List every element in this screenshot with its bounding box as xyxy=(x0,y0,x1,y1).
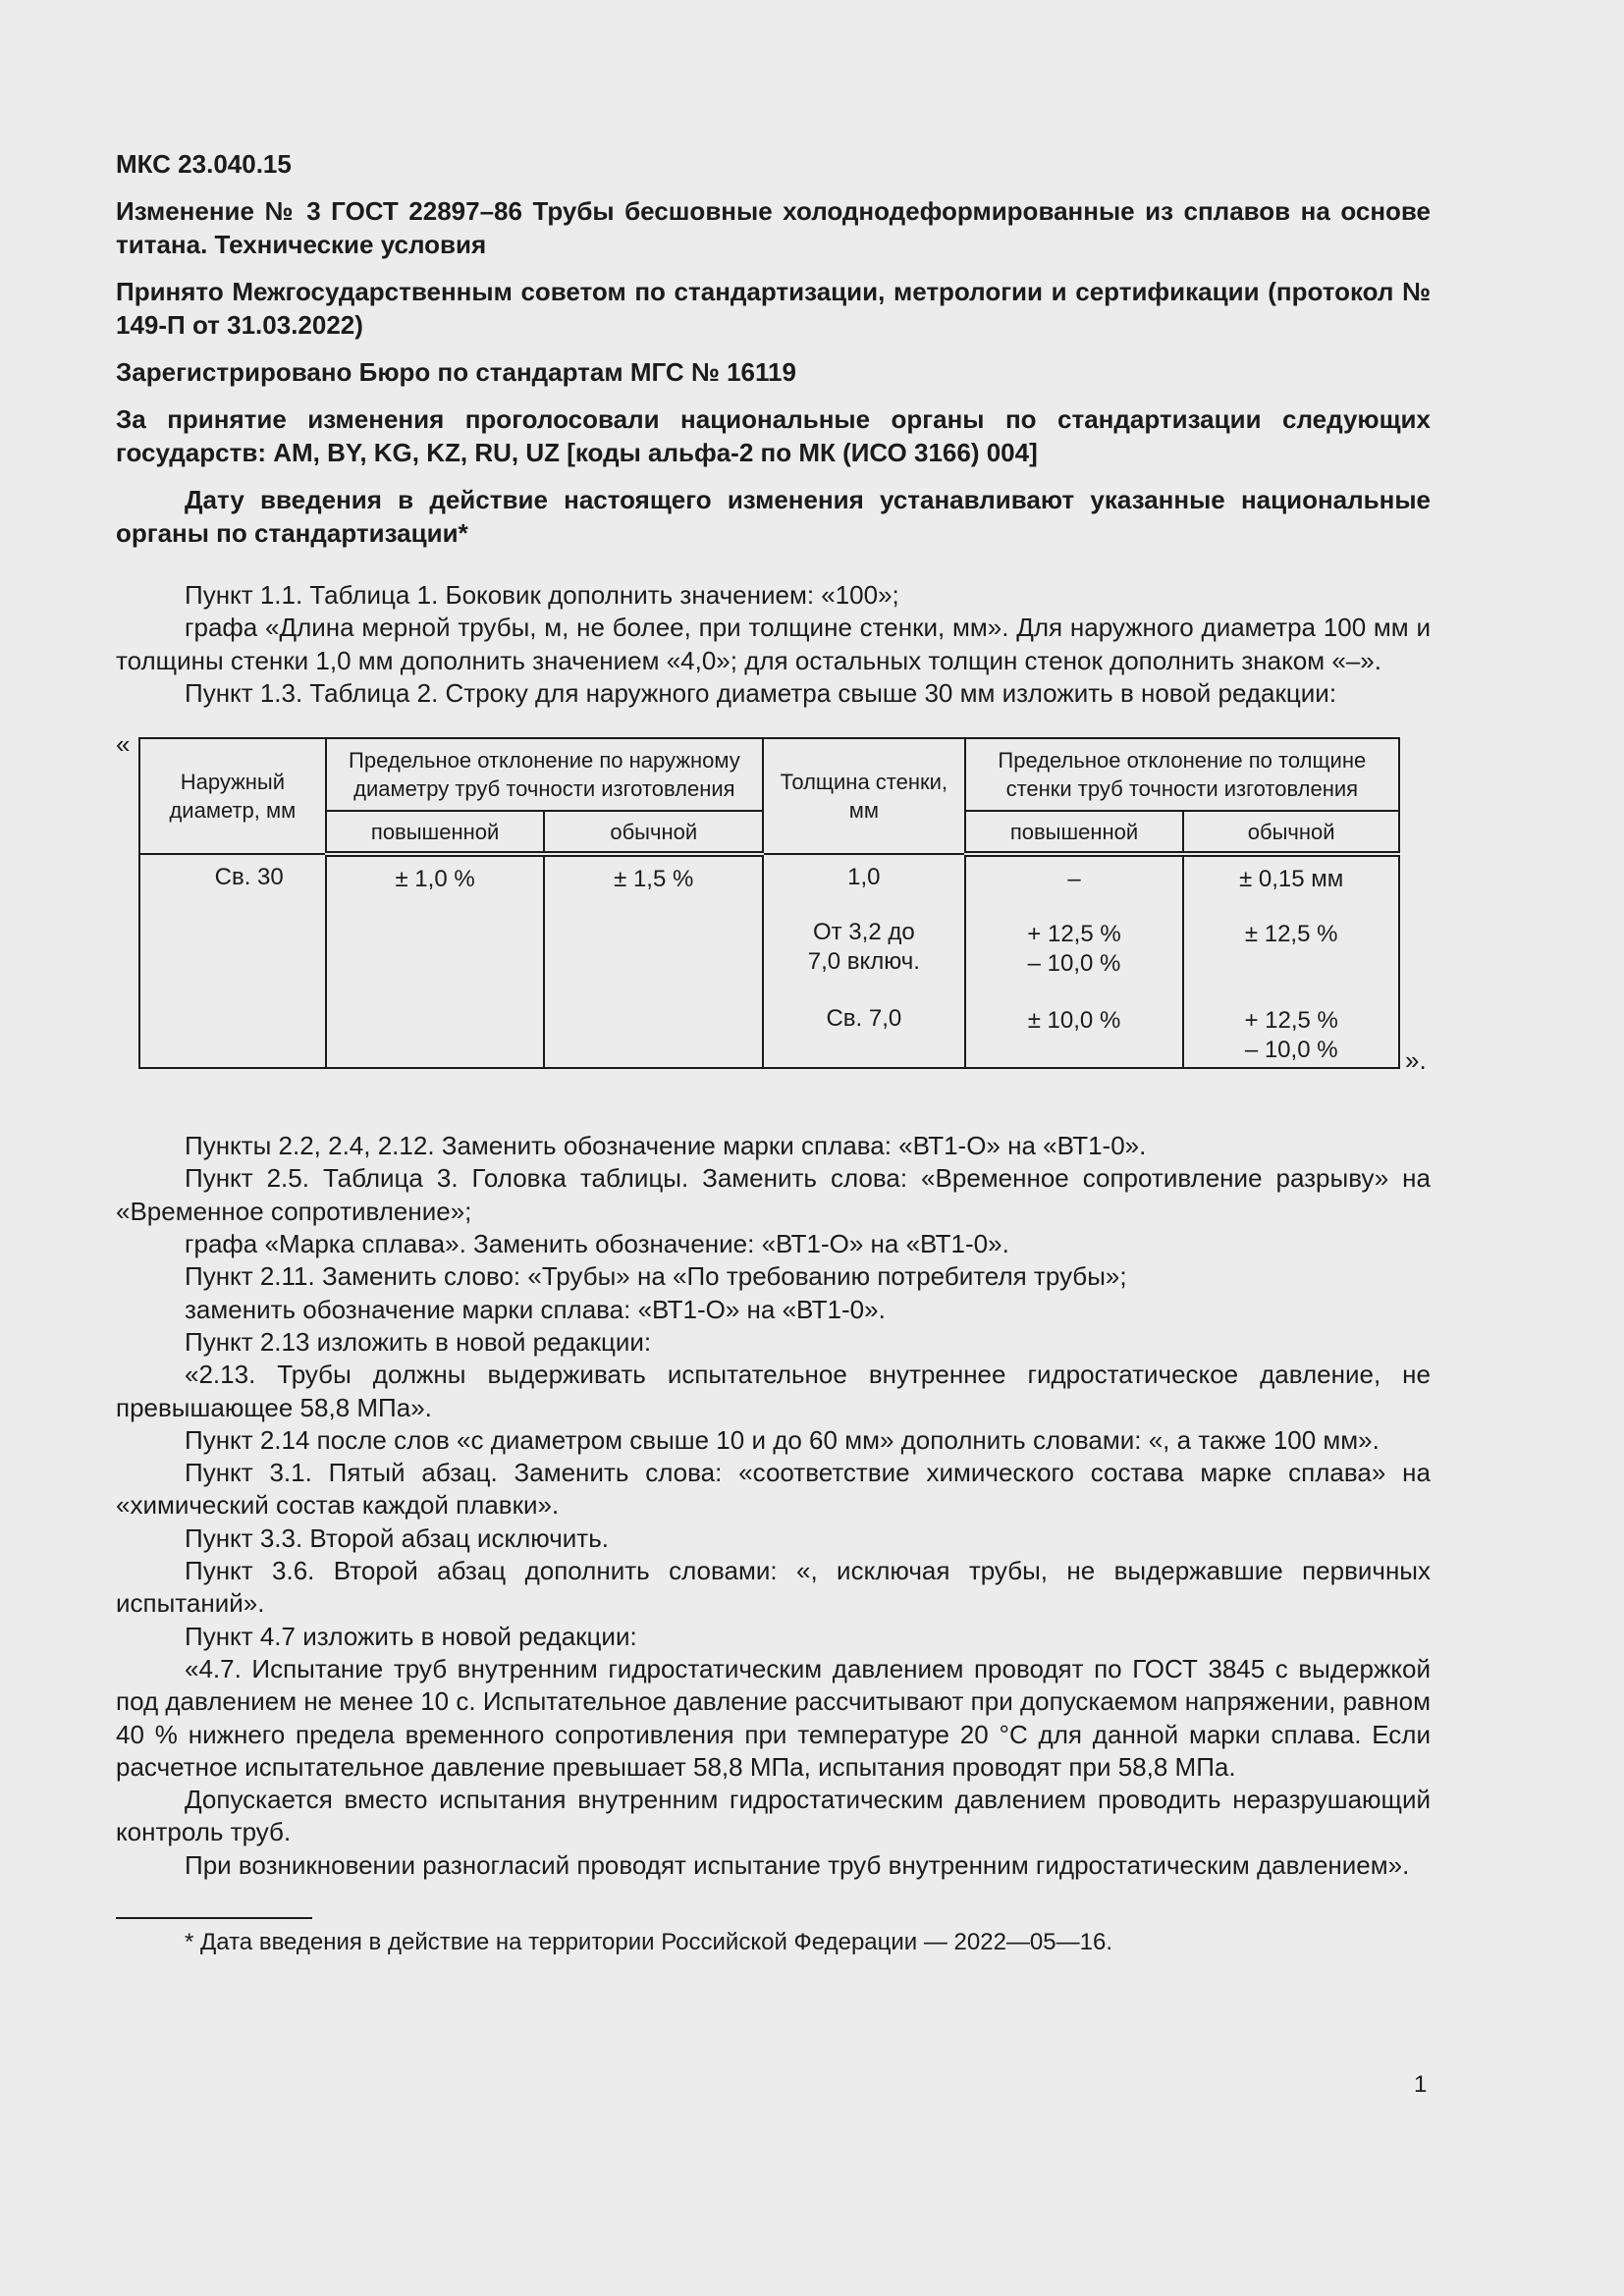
paragraph: При возникновении разногласий проводят испытание труб внутренним гидростатическим давлением». xyxy=(185,1849,1410,1880)
paragraph: Пункт 2.5. Таблица 3. Головка таблицы. Заменить слова: «Временное сопротивление разрыву» на «Временное сопротивление»; xyxy=(116,1163,1431,1226)
cell-value: – 10,0 % xyxy=(1027,950,1121,978)
cell-diameter-normal xyxy=(544,854,763,1068)
paragraph: Пункт 1.1. Таблица 1. Боковик дополнить значением: «100»; xyxy=(185,580,899,610)
cell-value xyxy=(1184,892,1398,920)
paragraph: Пункт 4.7 изложить в новой редакции: xyxy=(185,1621,637,1651)
paragraph: Пункты 2.2, 2.4, 2.12. Заменить обозначение марки сплава: «ВТ1-О» на «ВТ1-0». xyxy=(185,1131,1147,1161)
cell-value: От 3,2 до xyxy=(812,919,915,946)
subheader-normal-precision: обычной xyxy=(1183,811,1399,854)
cell-value: Св. 7,0 xyxy=(826,1005,902,1033)
cell-value: Св. 30 xyxy=(214,864,284,891)
paragraph: Пункт 3.3. Второй абзац исключить. xyxy=(185,1522,609,1553)
paragraph: заменить обозначение марки сплава: «ВТ1-О» на «ВТ1-0». xyxy=(185,1294,886,1324)
effective-date-statement: Дату введения в действие настоящего изменения устанавливают указанные национальные органы по стандартизации* xyxy=(116,485,1431,548)
paragraph: Пункт 1.3. Таблица 2. Строку для наружного диаметра свыше 30 мм изложить в новой редакции: xyxy=(185,677,1337,708)
cell-value xyxy=(1184,949,1398,979)
cell-value: – xyxy=(1067,866,1081,893)
table-close-quote: ». xyxy=(1405,1045,1427,1076)
subheader-high-precision: повышенной xyxy=(326,811,545,854)
header-outer-diameter: Наружный диаметр, мм xyxy=(139,738,326,854)
footnote-divider xyxy=(116,1917,312,1919)
table-2-replacement xyxy=(116,729,1431,1122)
paragraph: Пункт 2.14 после слов «с диаметром свыше 10 и до 60 мм» дополнить словами: «, а также 100 мм». xyxy=(185,1424,1380,1455)
header-wall-deviation: Предельное отклонение по толщине стенки труб точности изготовления xyxy=(965,738,1399,811)
paragraph: графа «Марка сплава». Заменить обозначение: «ВТ1-О» на «ВТ1-0». xyxy=(185,1229,1009,1259)
cell-wall-normal xyxy=(1183,854,1399,1068)
cell-wall-thickness xyxy=(763,854,965,1068)
doc-code: МКС 23.040.15 xyxy=(116,149,292,179)
paragraph: Пункт 2.11. Заменить слово: «Трубы» на «По требованию потребителя трубы»; xyxy=(185,1261,1127,1292)
cell-value: ± 10,0 % xyxy=(1027,1007,1121,1035)
cell-diameter xyxy=(139,854,326,1068)
cell-wall-high xyxy=(965,854,1184,1068)
cell-value: ± 12,5 % xyxy=(1244,921,1338,948)
page-number: 1 xyxy=(1414,2071,1428,2098)
amendment-title: Изменение № 3 ГОСТ 22897–86 Трубы бесшовные холоднодеформированные из сплавов на основе титана. Технические условия xyxy=(116,196,1431,259)
cell-value xyxy=(966,892,1183,920)
cell-value: 1,0 xyxy=(847,864,881,891)
subheader-normal-precision: обычной xyxy=(544,811,763,854)
voted-statement: За принятие изменения проголосовали национальные органы по стандартизации следующих государств: AM, BY, KG, KZ, RU, UZ [коды альфа-2 по МК (ИСО 3166) 004] xyxy=(116,404,1431,467)
header-diameter-deviation: Предельное отклонение по наружному диаметру труб точности изготовления xyxy=(326,738,763,811)
subheader-high-precision: повышенной xyxy=(965,811,1184,854)
paragraph: «4.7. Испытание труб внутренним гидростатическим давлением проводят по ГОСТ 3845 с выдержкой под давлением не менее 10 с. Испытательное давление рассчитывают при допускаемом напряжении, равном 40 % нижнего предела временного сопротивления при температуре 20 °С для данной марки сплава. Если расчетное испытательное давление превышает 58,8 МПа, испытания проводят при 58,8 МПа. xyxy=(116,1653,1431,1782)
paragraph: Пункт 2.13 изложить в новой редакции: xyxy=(185,1326,652,1357)
cell-value: + 12,5 % xyxy=(1244,1007,1338,1035)
cell-value: ± 0,15 мм xyxy=(1239,866,1344,893)
deviation-table xyxy=(138,737,1400,1069)
paragraph: Пункт 3.6. Второй абзац дополнить словами: «, исключая трубы, не выдержавшие первичных испытаний». xyxy=(116,1556,1431,1619)
cell-value: ± 1,5 % xyxy=(614,866,694,893)
paragraph: Пункт 3.1. Пятый абзац. Заменить слова: «соответствие химического состава марке сплава» на «химический состав каждой плавки». xyxy=(116,1458,1431,1521)
footnote: * Дата введения в действие на территории Российской Федерации — 2022—05—16. xyxy=(185,1929,1112,1956)
cell-value xyxy=(764,1034,964,1063)
cell-value xyxy=(966,1036,1183,1065)
page-content xyxy=(116,147,1431,1958)
paragraph: Допускается вместо испытания внутренним гидростатическим давлением проводить неразрушающий контроль труб. xyxy=(116,1785,1431,1847)
paragraph: «2.13. Трубы должны выдерживать испытательное внутреннее гидростатическое давление, не превышающее 58,8 МПа». xyxy=(116,1360,1431,1422)
cell-value: + 12,5 % xyxy=(1027,921,1121,948)
table-open-quote: « xyxy=(116,729,131,760)
intro-section xyxy=(116,579,1431,710)
amendment-body xyxy=(116,1130,1431,1882)
paragraph: графа «Длина мерной трубы, м, не более, при толщине стенки, мм». Для наружного диаметра 100 мм и толщины стенки 1,0 мм дополнить значением «4,0»; для остальных толщин стенок дополнить знаком «–». xyxy=(116,613,1431,675)
cell-value xyxy=(764,890,964,918)
adopted-statement: Принято Межгосударственным советом по стандартизации, метрологии и сертификации (протокол № 149-П от 31.03.2022) xyxy=(116,277,1431,340)
cell-value: ± 1,0 % xyxy=(395,866,475,893)
header-wall-thickness: Толщина стенки, мм xyxy=(763,738,965,854)
cell-value: 7,0 включ. xyxy=(807,948,920,976)
cell-value: – 10,0 % xyxy=(1244,1037,1338,1064)
registered-statement: Зарегистрировано Бюро по стандартам МГС № 16119 xyxy=(116,357,796,387)
cell-diameter-high xyxy=(326,854,545,1068)
